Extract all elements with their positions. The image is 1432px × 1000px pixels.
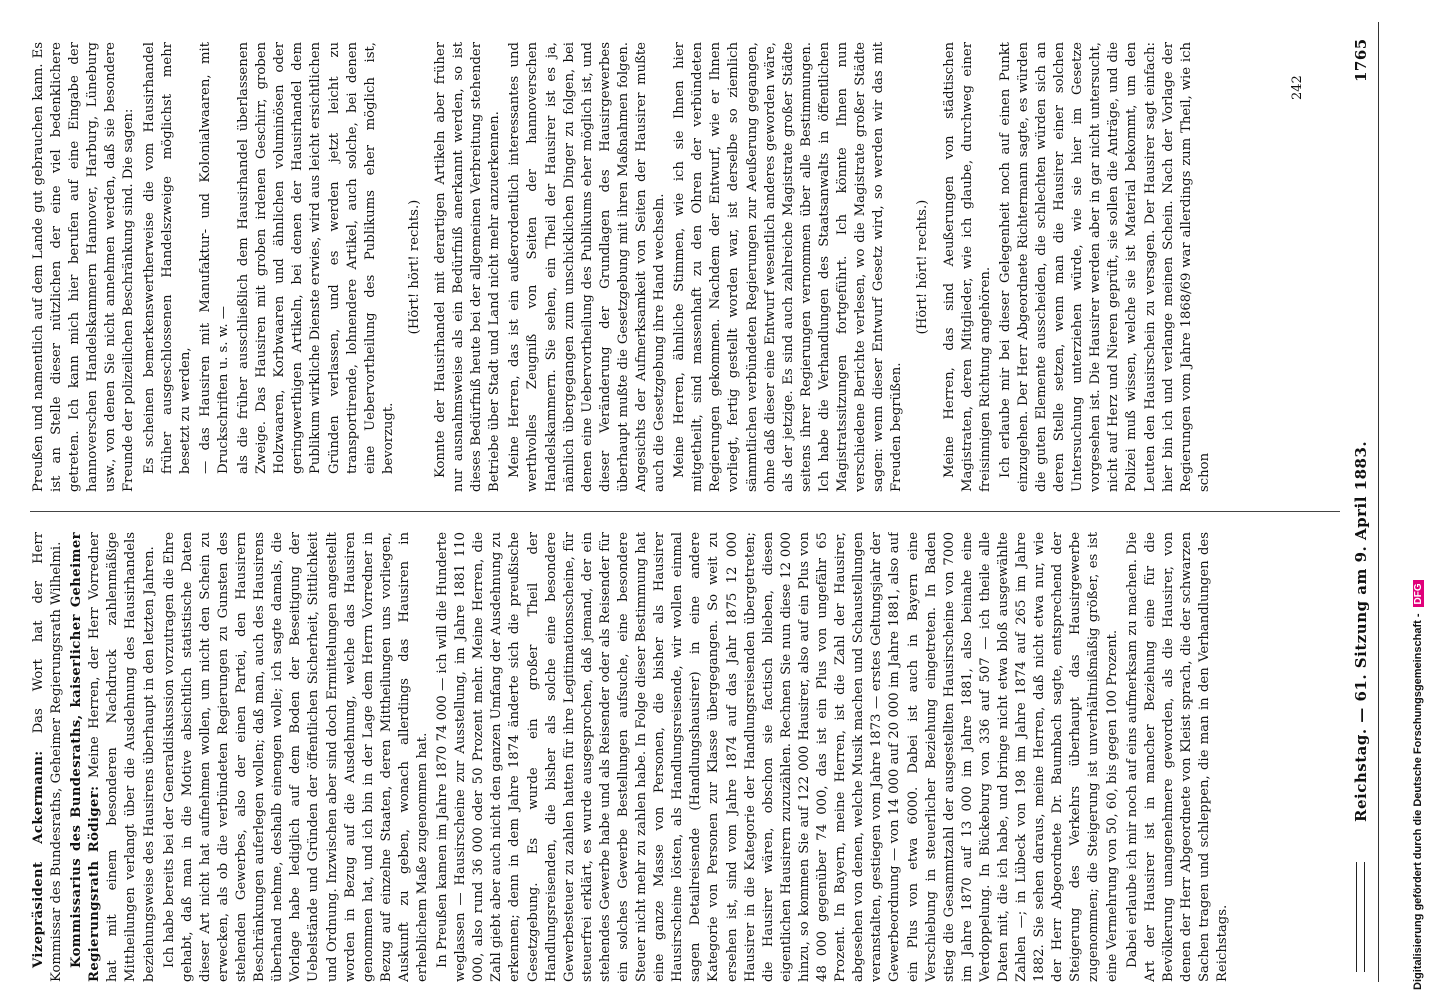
- signature-mark: 242: [1290, 75, 1305, 100]
- interjection: (Hört! hört! rechts.): [915, 199, 931, 335]
- speech-text: Das Wort hat der Herr Kommissar des Bundesraths, Geheimer Regierungsrath Wilhelmi.: [31, 532, 65, 982]
- digitization-note-text: Digitalisierung gefördert durch die Deutsche Forschungsgemeinschaft -: [1412, 613, 1424, 990]
- paragraph: Ich erlaube mir bei dieser Gelegenheit noch auf einen Punkt einzugehen. Der Herr Abgeordnete Richtermann sagte, es würden die guten Elemente ausscheiden, die schlechten würden sich an deren Stelle setzen, wenn man die Hausirer einer solchen Untersuchung unterziehen würde, wie sie hier im Gesetze vorgesehen ist. Die Hausirer werden aber in gar nicht untersucht, nicht auf Herz und Nieren geprüft, sie sollen die Anträge, und die Polizei muß wissen, welche sie ist Material bekommt, um den Leuten den Hausirschein zu versagen. Der Hausirer sagt einfach: hier bin ich und verlange meinen Schein. Nach der Vorlage der Regierungen vom Jahre 1868/69 war allerdings zum Theil, wie ich schon: [997, 42, 1212, 492]
- quoted-passage: — das Hausiren mit Manufaktur- und Kolonialwaaren, mit Druckschriften u. s. w. —: [197, 42, 231, 474]
- header-rule: [1378, 22, 1379, 982]
- paragraph: Konnte der Hausirhandel mit derartigen Artikeln aber früher nur ausnahmsweise als ein Bedürfniß anerkannt werden, so ist dieses Bedürfniß heute bei der allgemeinen Verbreitung stehender Betriebe über Stadt und Land nicht mehr anzuerkennen.: [432, 42, 503, 492]
- speaker-name: Vizepräsident Ackermann:: [31, 750, 46, 968]
- paragraph: Dabei erlaube ich mir noch auf eins aufmerksam zu machen. Die Art der Hausirer ist in mancher Beziehung eine für die Bevölkerung unangenehmere geworden, als die Hausirer, von denen der Herr Abgeordnete von Kleist sprach, die der schwarzen Sachen tragen und schleppen, die man in den Verhandlungen des Reichstags.: [1124, 532, 1231, 982]
- column-divider: [30, 511, 1340, 512]
- dfg-logo: DFG: [1413, 580, 1424, 607]
- speech-text: Meine Herren, der Herr Vorredner hat mit einem besonderen Nachdruck zahlenmäßige Mittheilungen verlangt über die Ausdehnung des Hausirhandels beziehungsweise des Hausirens überhaupt in den letzten Jahren.: [87, 532, 157, 982]
- paragraph: Ich habe bereits bei der Generaldiskussion vorzutragen die Ehre gehabt, daß man in die Motive absichtlich statistische Daten dieser Art nicht hat aufnehmen wollen, um nicht den Schein zu erwecken, als ob die verbündeten Regierungen zu Gunsten des stehenden Gewerbes, also der einen Partei, den Hausirern Beschränkungen auferlegen wollen; daß man, auch des Hausirens überhand nehme, deshalb einengen wolle; ich sagte damals, die Vorlage habe lediglich auf dem Boden der Beseitigung der Uebelstände und Gründen der öffentlichen Sicherheit, Sittlichkeit und Ordnung. Inzwischen aber sind doch Ermittelungen angestellt worden in Bezug auf die Ausdehnung, welche das Hausiren genommen hat, und ich bin in der Lage dem Herrn Vorredner in Bezug auf einzelne Staaten, deren Mittheilungen uns vorliegen, Auskunft zu geben, wonach allerdings das Hausiren in erheblichem Maße zugenommen hat.: [161, 532, 430, 982]
- right-column: [30, 42, 1340, 492]
- paragraph: Preußen und namentlich auf dem Lande gut gebrauchen kann. Es ist an Stelle dieser nützlichen der eine viel bedenklichere getreten. Ich kann mich hier berufen auf eine Eingabe der hannoverschen Handelskammern Hannover, Harburg, Lüneburg usw., von denen Sie nicht annehmen werden, daß sie besondere Freunde der polizeilichen Beschränkung sind. Die sagen:: [31, 42, 137, 492]
- quoted-passage: als die früher ausschließlich dem Hausirhandel überlassenen Zweige. Das Hausiren mit groben irdenen Geschirr, groben Holzwaaren, Korbwaaren und ähnlichen voluminösen oder geringwerthigen Artikeln, bei denen der Hausirhandel dem Publikum wirkliche Dienste erwies, wird aus leicht ersichtlichen Gründen verlassen, und es werden jetzt leicht zu transportirende, lohnendere Artikel, auch solche, bei denen eine Uebervortheilung des Publikums eher möglich ist, bevorzugt.: [236, 42, 396, 474]
- paragraph: In Preußen kamen im Jahre 1870 74 000 — ich will die Hunderte weglassen — Hausirscheine zur Ausstellung, im Jahre 1881 110 000, also rund 36 000 oder 50 Prozent mehr. Meine Herren, die Zahl giebt aber auch nicht den ganzen Umfang der Ausdehnung zu erkennen; denn in dem Jahre 1874 änderte sich die preußische Gesetzgebung. Es wurde ein großer Theil der Handlungsreisenden, die bisher als solche eine besondere Gewerbesteuer zu zahlen hatten für ihre Legitimationsscheine, für steuerfrei erklärt, es wurde ausgesprochen, daß jemand, der ein stehendes Gewerbe habe und als Reisender oder als Reisender für ein solches Gewerbe Bestellungen aufsuche, eine besondere Steuer nicht mehr zu zahlen habe. In Folge dieser Bestimmung hat eine ganze Masse von Personen, die bisher als Hausirer Hausirscheine lösten, als Handlungsreisende, wir wollen einmal sagen Detailreisende (Handlungshausirer) in eine andere Kategorie von Personen zur Klasse übergegangen. So weit zu ersehen ist, sind vom Jahre 1874 auf das Jahr 1875 12 000 Hausirer in die Kategorie der Handlungsreisenden übergetreten; die Hausirer wären, obschon sie factisch blieben, diesen eigentlichen Hausirern zuzuzählen. Rechnen Sie nun diese 12 000 hinzu, so kommen Sie auf 122 000 Hausirer, also auf ein Plus von 48 000 gegenüber 74 000, das ist ein Plus von ungefähr 65 Prozent. In Bayern, meine Herren, ist die Zahl der Hausirer, abgesehen von denen, welche Musik machen und Schaustellungen veranstalten, gestiegen vom Jahre 1873 — erstes Geltungsjahr der Gewerbeordnung — von 14 000 auf 20 000 im Jahre 1881, also auf ein Plus von etwa 6000. Dabei ist auch in Bayern eine Verschiebung in steuerlicher Beziehung eingetreten. In Baden stieg die Gesammtzahl der ausgestellten Hausirscheine von 7000 im Jahre 1870 auf 13 000 im Jahre 1881, also beinahe eine Verdoppelung. In Bückeburg von 336 auf 507 — ich theile alle Daten mit, die ich habe, und bringe nicht etwa bloß ausgewählte Zahlen —; in Lübeck von 198 im Jahre 1874 auf 265 im Jahre 1882. Sie sehen daraus, meine Herren, daß nicht etwa nur, wie der Herr Abgeordnete Dr. Baumbach sagte, entsprechend der Steigerung des Verkehrs überhaupt das Hausirgewerbe zugenommen; die Steigerung ist unverhältnißmäßig größer, es ist eine Vermehrung von 50, 60, bis gegen 100 Prozent.: [435, 532, 1120, 982]
- paragraph: Meine Herren, das ist ein außerordentlich interessantes und werthvolles Zeugniß von Seiten der hannoverschen Handelskammern. Sie sehen, ein Theil der Hausirer ist es ja, nämlich übergegangen zum unschicklichen Dinger zu folgen, bei denen eine Uebervortheilung des Publikums eher möglich ist, und dieser Veränderung der Grundlagen des Hausirgewerbes überhaupt mußte die Gesetzgebung mit ihren Maßnahmen folgen. Angesichts der Aufmerksamkeit von Seiten der Hausirer mußte auch die Gesetzgebung ihre Hand wechseln.: [507, 42, 668, 492]
- speaker-paragraph: [30, 532, 66, 982]
- header-rule-left: [1356, 862, 1357, 972]
- quoted-passage: Es scheinen bemerkenswertherweise die vom Hausirhandel früher ausgeschlossenen Handelszweige möglichst mehr besetzt zu werden,: [141, 42, 193, 474]
- page-number: 1765: [1352, 38, 1370, 82]
- paragraph: Meine Herren, ähnliche Stimmen, wie ich sie Ihnen hier mitgetheilt, sind massenhaft zu den Ohren der verbündeten Regierungen gekommen. Nachdem der Entwurf, wie er Ihnen vorliegt, fertig gestellt worden war, ist derselbe so ziemlich sämmtlichen verbündeten Regierungen zur Aeußerung gegangen, ohne daß dieser eine Entwurf wesentlich anderes geworden wäre, als der jetzige. Es sind auch zahlreiche Magistrate großer Städte seitens ihrer Regierungen vernommen über alle Bestimmungen. Ich habe die Verhandlungen des Staatsanwalts in öffentlichen Magistratssitzungen fortgeführt. Ich könnte Ihnen nun verschiedene Berichte verlesen, wo die Magistrate großer Städte sagen: wenn dieser Entwurf Gesetz wird, so werden wir das mit Freuden begrüßen.: [672, 42, 905, 492]
- speaker-paragraph: [68, 532, 158, 982]
- page-header: [1352, 22, 1382, 982]
- digitization-note: [1412, 10, 1430, 990]
- digitization-note-strip: [1408, 0, 1432, 1000]
- interjection: (Hört! hört! rechts.): [406, 199, 422, 335]
- paragraph: Meine Herren, das sind Aeußerungen von städtischen Magistraten, deren Mitglieder, wie ich glaube, durchweg einer freisinnigen Richtung angehören.: [941, 42, 993, 492]
- header-title: Reichstag. — 61. Sitzung am 9. April 1883.: [1352, 440, 1370, 822]
- speaker-name: Kommissarius des Bundesraths, kaiserlicher Geheimer Regierungsrath Rödiger:: [69, 532, 103, 982]
- text-columns: [30, 22, 1340, 982]
- header-rule-left-2: [1364, 862, 1365, 972]
- left-column: [30, 532, 1340, 982]
